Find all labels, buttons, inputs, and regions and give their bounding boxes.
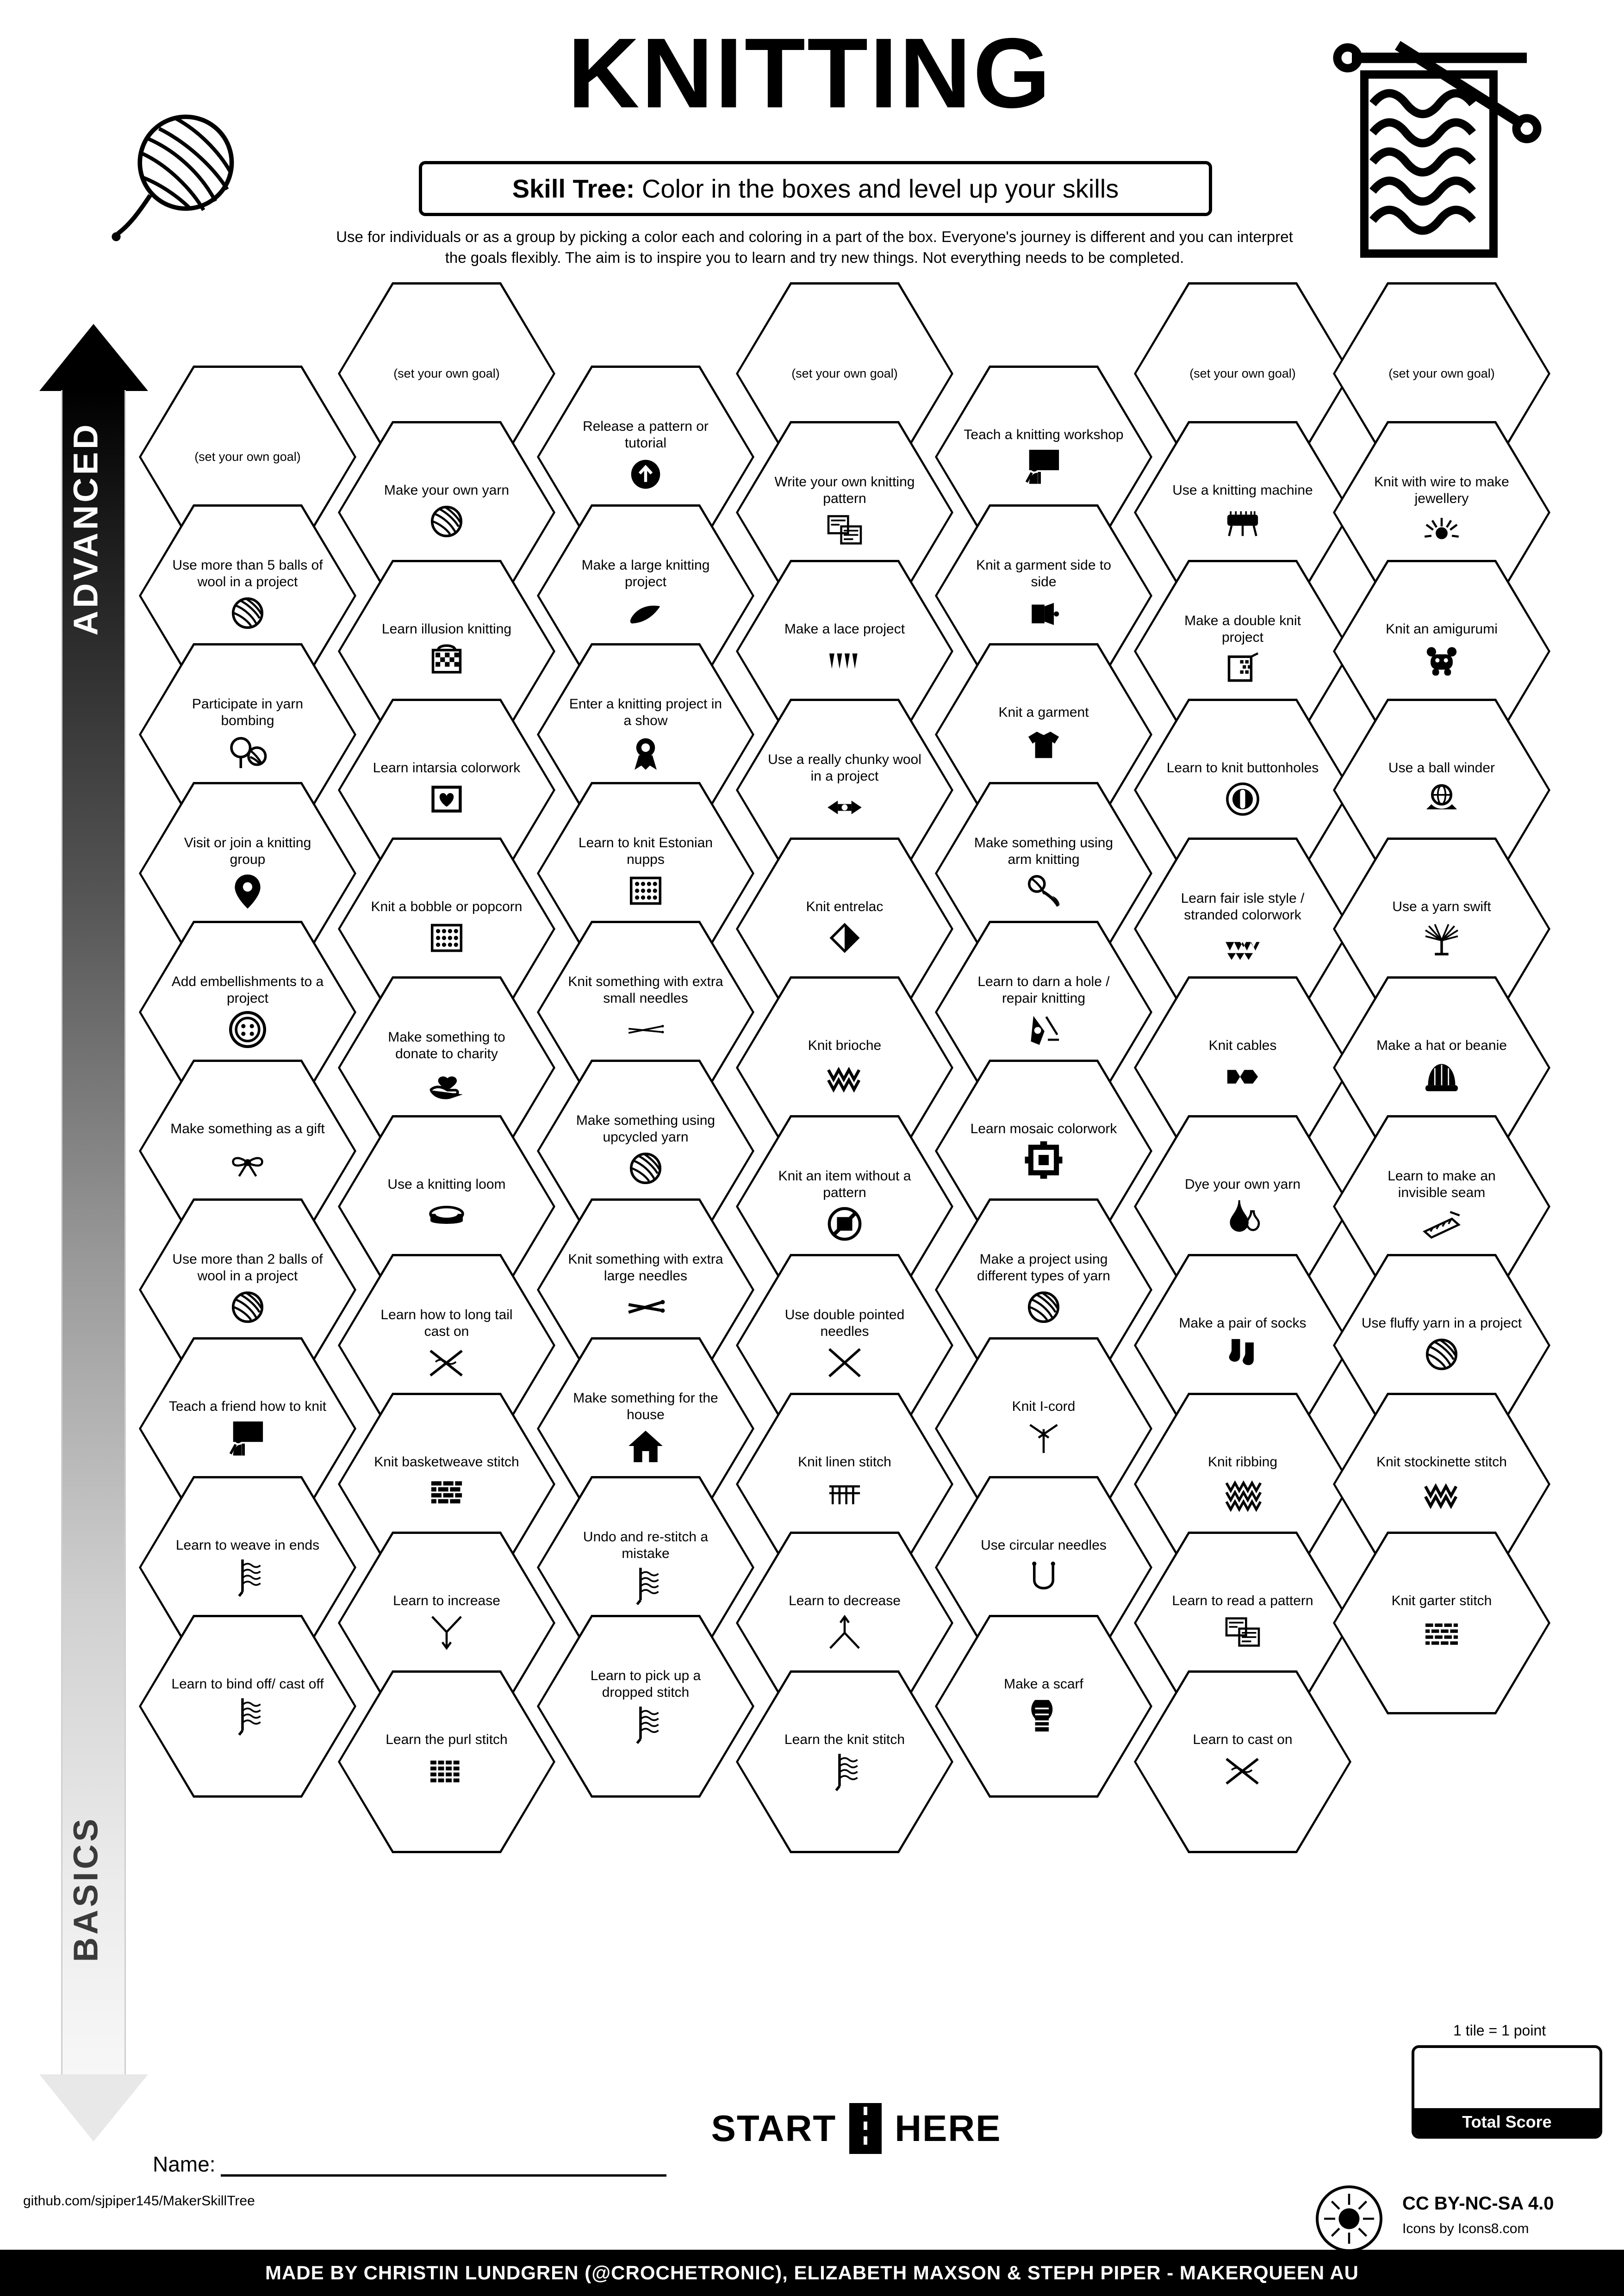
tile-label: Make something as a gift [170, 1121, 325, 1136]
double-knit-icon [1217, 647, 1268, 690]
needle-yarn-icon [819, 1750, 870, 1792]
start-here-marker [680, 2101, 1032, 2156]
socks-icon [1217, 1333, 1268, 1376]
gift-bow-icon [222, 1139, 273, 1181]
pattern-doc-icon [1217, 1611, 1268, 1653]
subtitle-text: Color in the boxes and level up your skills [641, 174, 1119, 203]
yarn-ball-icon [421, 500, 472, 543]
icord-icon [1018, 1416, 1069, 1459]
tile-label: (set your own goal) [1189, 366, 1296, 380]
yarn-ball-icon [620, 1147, 671, 1190]
needle-yarn-icon [620, 1702, 671, 1745]
chunky-yarn-icon [819, 786, 870, 829]
tile-label: Make a scarf [1004, 1676, 1083, 1692]
teacher-icon [222, 1416, 273, 1459]
total-score-label: Total Score [1414, 2108, 1599, 2136]
skill-tile[interactable] [537, 1615, 754, 1798]
tile-label: Use circular needles [981, 1537, 1107, 1553]
seam-icon [1416, 1203, 1467, 1245]
tile-label: Learn to pick up a dropped stitch [590, 1668, 701, 1700]
tile-label: Participate in yarn bombing [192, 696, 304, 728]
tile-label: (set your own goal) [791, 366, 898, 380]
decrease-icon [819, 1611, 870, 1653]
tile-label: Knit linen stitch [798, 1454, 891, 1470]
circular-needles-icon [1018, 1555, 1069, 1598]
name-input-rule[interactable] [221, 2156, 666, 2177]
tile-label: Learn to make an invisible seam [1388, 1168, 1496, 1200]
tile-label: Learn to bind off/ cast off [171, 1676, 324, 1692]
skill-tile[interactable] [338, 1670, 555, 1853]
garter-icon [1416, 1611, 1467, 1653]
skill-tile[interactable] [139, 1615, 356, 1798]
github-link[interactable]: github.com/sjpiper145/MakerSkillTree [23, 2193, 255, 2209]
tile-label: Make a hat or beanie [1376, 1037, 1507, 1053]
map-pin-icon [222, 869, 273, 912]
tile-label: Make a double knit project [1184, 613, 1301, 645]
skill-tile[interactable] [1134, 1670, 1351, 1853]
tile-label: Learn the purl stitch [386, 1731, 508, 1747]
blanket-icon [620, 592, 671, 634]
tile-label: Release a pattern or tutorial [583, 419, 709, 451]
tile-label: Learn to read a pattern [1172, 1593, 1313, 1608]
credits-bar: MADE BY CHRISTIN LUNDGREN (@CROCHETRONIC), ELIZABETH MAXSON & STEPH PIPER - MAKERQUEEN AU [0, 2250, 1624, 2296]
tile-label: Knit stockinette stitch [1376, 1454, 1507, 1470]
tile-label: Undo and re-stitch a mistake [583, 1529, 709, 1561]
tile-label: Knit garter stitch [1391, 1593, 1492, 1608]
tile-label: Make a lace project [784, 621, 905, 637]
tile-label: (set your own goal) [393, 366, 500, 380]
tile-label: Knit brioche [808, 1037, 882, 1053]
checker-basket-icon [421, 639, 472, 682]
buttonhole-icon [1217, 778, 1268, 820]
tile-label: Use a ball winder [1388, 760, 1495, 776]
tile-label: Use fluffy yarn in a project [1361, 1315, 1522, 1331]
darning-icon [1018, 1008, 1069, 1051]
cable-icon [1217, 1055, 1268, 1098]
creative-commons-icon [1314, 2184, 1384, 2253]
tile-label: Learn to increase [393, 1593, 500, 1608]
tile-label: Knit something with extra large needles [568, 1252, 723, 1284]
tile-label: Knit cables [1208, 1037, 1277, 1053]
tile-label: Teach a friend how to knit [168, 1398, 327, 1414]
garment-side-icon [1018, 592, 1069, 634]
award-ribbon-icon [620, 731, 671, 773]
tile-label: Knit ribbing [1207, 1454, 1278, 1470]
intro-paragraph: Use for individuals or as a group by picking a color each and coloring in a part of the box. Everyone's journey is different and you can interpret the goals flexibly. The aim is to inspire you to learn and try new things. Not everything needs to be completed. [336, 228, 1293, 266]
tile-label: Knit entrelac [806, 899, 884, 914]
heart-square-icon [421, 778, 472, 820]
scarf-icon [1018, 1694, 1069, 1737]
yarn-ball-icon [222, 1286, 273, 1328]
tile-label: Make something using arm knitting [974, 835, 1114, 867]
lace-icon [819, 639, 870, 682]
skill-tile[interactable] [1333, 1532, 1550, 1714]
large-needles-icon [620, 1286, 671, 1328]
tile-label: Write your own knitting pattern [774, 474, 915, 506]
tile-label: (set your own goal) [194, 449, 301, 464]
arm-knitting-icon [1018, 869, 1069, 912]
tile-label: Teach a knitting workshop [964, 427, 1124, 442]
skill-tile[interactable] [935, 1615, 1152, 1798]
tile-label: Knit a bobble or popcorn [371, 899, 523, 914]
tile-label: Knit a garment side to side [976, 558, 1111, 590]
tile-label: Use more than 5 balls of wool in a project [172, 558, 323, 590]
dots-grid-icon [421, 917, 472, 959]
stitch-rows-icon [421, 1750, 472, 1792]
tile-label: Learn fair isle style / stranded colorwork [1181, 891, 1305, 923]
tile-label: Use a knitting machine [1172, 482, 1313, 498]
tile-label: Use double pointed needles [784, 1307, 905, 1339]
tile-label: Learn illusion knitting [381, 621, 512, 637]
tile-label: Add embellishments to a project [171, 974, 324, 1006]
name-label: Name: [153, 2152, 216, 2176]
name-field[interactable] [153, 2152, 666, 2177]
cast-on-needles-icon [421, 1341, 472, 1384]
icons-credit: Icons by Icons8.com [1402, 2221, 1529, 2236]
license-label: CC BY-NC-SA 4.0 [1402, 2193, 1554, 2214]
cast-on-needles-icon [1217, 1750, 1268, 1792]
tile-label: Knit with wire to make jewellery [1374, 474, 1509, 506]
tile-label: Learn to knit buttonholes [1166, 760, 1319, 776]
tile-label: Learn mosaic colorwork [970, 1121, 1117, 1136]
increase-icon [421, 1611, 472, 1653]
tile-label: Use a knitting loom [387, 1176, 506, 1192]
tile-label: Learn to knit Estonian nupps [578, 835, 713, 867]
tile-label: Make a pair of socks [1179, 1315, 1307, 1331]
linen-stitch-icon [819, 1472, 870, 1514]
tile-label: Enter a knitting project in a show [569, 696, 722, 728]
tile-label: Make a project using different types of yarn [977, 1252, 1110, 1284]
tshirt-icon [1018, 722, 1069, 765]
ball-winder-icon [1416, 778, 1467, 820]
tile-label: Visit or join a knitting group [184, 835, 311, 867]
tile-label: Knit a garment [998, 704, 1089, 720]
tile-label: Make something to donate to charity [388, 1030, 505, 1061]
here-label: HERE [895, 2108, 1002, 2149]
amigurumi-icon [1416, 639, 1467, 682]
yarn-swift-icon [1416, 917, 1467, 959]
tile-label: Knit basketweave stitch [374, 1454, 519, 1470]
tile-label: Knit an item without a pattern [778, 1168, 911, 1200]
dpn-icon [819, 1341, 870, 1384]
tree-yarn-icon [222, 731, 273, 773]
subtitle-label: Skill Tree: [512, 174, 635, 203]
tile-label: Learn intarsia colorwork [373, 760, 521, 776]
fairisle-icon [1217, 925, 1268, 968]
tile-label: Make a large knitting project [581, 558, 710, 590]
page-title: KNITTING [567, 17, 1052, 129]
pattern-doc-icon [819, 509, 870, 551]
small-needles-icon [620, 1008, 671, 1051]
beanie-icon [1416, 1055, 1467, 1098]
tile-label: Learn how to long tail cast on [380, 1307, 513, 1339]
tile-label: (set your own goal) [1388, 366, 1495, 380]
total-score-box[interactable] [1412, 2045, 1602, 2139]
tile-label: Knit an amigurumi [1386, 621, 1498, 637]
needle-yarn-icon [620, 1564, 671, 1606]
knitting-machine-icon [1217, 500, 1268, 543]
tile-label: Use more than 2 balls of wool in a project [172, 1252, 323, 1284]
needle-yarn-icon [222, 1694, 273, 1737]
brioche-icon [1416, 1472, 1467, 1514]
tile-label: Use a really chunky wool in a project [768, 752, 921, 784]
tile-label: Use a yarn swift [1392, 899, 1491, 914]
button-icon [222, 1008, 273, 1051]
tile-label: Knit something with extra small needles [568, 974, 723, 1006]
tile-label: Learn to cast on [1193, 1731, 1293, 1747]
road-icon [849, 2103, 882, 2154]
teacher-icon [1018, 445, 1069, 487]
basketweave-icon [421, 1472, 472, 1514]
yarn-ball-icon [1416, 1333, 1467, 1376]
dots-grid-icon [620, 869, 671, 912]
wire-icon [1416, 509, 1467, 551]
tile-label: Learn the knit stitch [784, 1731, 905, 1747]
basics-label: BASICS [66, 1816, 105, 1962]
tile-label: Learn to decrease [789, 1593, 901, 1608]
hand-heart-icon [421, 1064, 472, 1106]
dye-icon [1217, 1194, 1268, 1237]
brioche-icon [819, 1055, 870, 1098]
upload-circle-icon [620, 453, 671, 496]
house-icon [620, 1425, 671, 1467]
tile-label: Learn to darn a hole / repair knitting [977, 974, 1110, 1006]
needle-yarn-icon [222, 1555, 273, 1598]
advanced-label: ADVANCED [66, 422, 105, 636]
entrelac-icon [819, 917, 870, 959]
tile-label: Make something using upcycled yarn [576, 1113, 716, 1145]
mosaic-icon [1018, 1139, 1069, 1181]
tile-label: Make your own yarn [384, 482, 510, 498]
tile-label: Learn to weave in ends [175, 1537, 320, 1553]
yarn-ball-icon [222, 592, 273, 634]
tile-label: Dye your own yarn [1184, 1176, 1301, 1192]
yarn-ball-icon [1018, 1286, 1069, 1328]
loom-icon [421, 1194, 472, 1237]
skill-tile[interactable] [736, 1670, 953, 1853]
tile-label: Knit I-cord [1012, 1398, 1076, 1414]
no-pattern-icon [819, 1203, 870, 1245]
tile-label: Make something for the house [573, 1390, 718, 1422]
tile-point-note: 1 tile = 1 point [1453, 2022, 1546, 2039]
start-label: START [711, 2108, 837, 2149]
ribbing-icon [1217, 1472, 1268, 1514]
